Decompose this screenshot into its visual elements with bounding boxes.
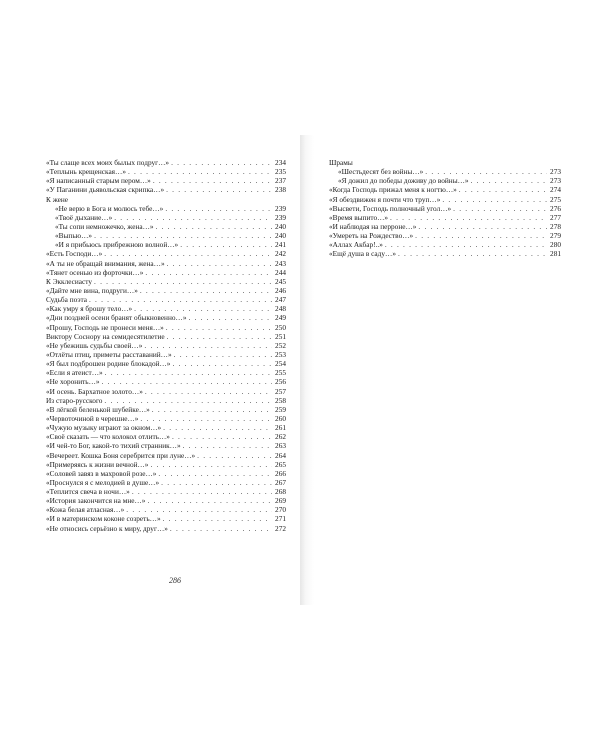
- toc-entry-title: «Ты сопи немножечко, жена…»: [55, 221, 154, 231]
- toc-dot-leader: [197, 451, 272, 460]
- toc-entry-page: 264: [275, 450, 286, 460]
- toc-entry-title: «Кожа белая атласная…»: [46, 505, 125, 515]
- toc-dot-leader: [105, 368, 272, 377]
- toc-dot-leader: [153, 176, 272, 185]
- toc-entry-page: 248: [275, 304, 286, 314]
- toc-entry-page: 268: [275, 487, 286, 497]
- toc-entry-page: 271: [275, 514, 286, 524]
- toc-entry: [329, 213, 561, 222]
- toc-dot-leader: [166, 185, 272, 194]
- toc-entry-title: Судьба поэта: [46, 295, 87, 305]
- toc-entry-title: «Если я атеист…»: [46, 368, 103, 378]
- toc-entry: [46, 460, 286, 469]
- toc-entry-title: К Экклесиасту: [46, 276, 93, 286]
- toc-entry-page: 261: [275, 423, 286, 433]
- toc-dot-leader: [166, 323, 272, 332]
- toc-entry-title: «Как умру я брошу тело…»: [46, 304, 133, 314]
- toc-dot-leader: [132, 487, 272, 496]
- toc-dot-leader: [172, 432, 272, 441]
- toc-entry-page: 273: [550, 167, 561, 177]
- toc-dot-leader: [145, 268, 272, 277]
- toc-entry: [46, 359, 286, 368]
- toc-entry-page: 267: [275, 477, 286, 487]
- toc-entry-title: «У Паганини дьявольская скрипка…»: [46, 185, 165, 195]
- toc-dot-leader: [171, 158, 272, 167]
- toc-entry: [46, 313, 286, 322]
- toc-dot-leader: [158, 469, 272, 478]
- toc-dot-leader: [459, 185, 547, 194]
- toc-entry-page: 257: [275, 386, 286, 396]
- toc-entry-page: 245: [275, 276, 286, 286]
- page-number: 286: [169, 576, 181, 585]
- toc-dot-leader: [102, 377, 272, 386]
- toc-entry-page: 263: [275, 441, 286, 451]
- toc-entry-title: «Червоточиной в черешне…»: [46, 413, 139, 423]
- toc-entry-page: 243: [275, 258, 286, 268]
- toc-entry-page: 241: [275, 240, 286, 250]
- toc-dot-leader: [140, 286, 272, 295]
- toc-dot-leader: [126, 505, 272, 514]
- toc-entry-title: «Когда Господь прижал меня к ногтю…»: [329, 185, 457, 195]
- toc-entry-title: «И осень. Бархатное золото…»: [46, 386, 143, 396]
- toc-entry: [46, 240, 286, 249]
- toc-entry-page: 258: [275, 395, 286, 405]
- toc-entry-title: «В лёгкой беленькой шубейке…»: [46, 404, 150, 414]
- toc-dot-leader: [167, 332, 272, 341]
- toc-entry: [46, 487, 286, 496]
- toc-entry-page: 255: [275, 368, 286, 378]
- toc-entry-page: 270: [275, 505, 286, 515]
- toc-entry-title: «Тянет осенью из форточки…»: [46, 267, 144, 277]
- toc-entry: [329, 231, 561, 240]
- toc-dot-leader: [418, 222, 547, 231]
- toc-entry: [46, 396, 286, 405]
- toc-entry: [46, 332, 286, 341]
- toc-entry-page: 246: [275, 285, 286, 295]
- toc-entry-title: Из старо-русского: [46, 395, 103, 405]
- toc-entry-title: «Не верю в Бога и молюсь тебе…»: [55, 203, 164, 213]
- toc-entry: [46, 323, 286, 332]
- toc-entry-title: «И наблюдая на перроне…»: [329, 221, 417, 231]
- toc-entry-page: 266: [275, 468, 286, 478]
- toc-entry: [46, 249, 286, 258]
- toc-entry: [46, 259, 286, 268]
- toc-entry-page: 259: [275, 404, 286, 414]
- toc-entry-page: 249: [275, 313, 286, 323]
- toc-entry-title: «Я был подброшен родине блокадой…»: [46, 359, 171, 369]
- toc-entry-page: 281: [550, 249, 561, 259]
- toc-entry-page: 235: [275, 167, 286, 177]
- toc-entry-title: «Дни поздней осени бранят обыкновенно…»: [46, 313, 187, 323]
- toc-dot-leader: [114, 213, 272, 222]
- toc-entry-title: «Шестьдесят без войны…»: [338, 167, 424, 177]
- toc-entry-title: Виктору Соснору на семидесятилетие: [46, 331, 165, 341]
- toc-dot-leader: [94, 231, 272, 240]
- toc-entry-page: 280: [550, 240, 561, 250]
- toc-dot-leader: [145, 387, 272, 396]
- toc-entry-page: 237: [275, 176, 286, 186]
- toc-entry-page: 276: [550, 203, 561, 213]
- toc-dot-leader: [183, 441, 272, 450]
- toc-entry-title: «Выпью…»: [55, 231, 93, 241]
- toc-entry-title: «А ты не обращай внимания, жена…»: [46, 258, 165, 268]
- toc-entry-title: «Не хоронить…»: [46, 377, 100, 387]
- toc-entry-title: «Высвети, Господь полночный угол…»: [329, 203, 452, 213]
- toc-entry-title: «Отлёты птиц, приметы расставаний…»: [46, 349, 172, 359]
- toc-entry-title: «Умереть на Рождество…»: [329, 231, 414, 241]
- toc-entry-title: «Теплится свеча в ночи…»: [46, 487, 130, 497]
- toc-entry: [329, 195, 561, 204]
- toc-entry-page: 260: [275, 413, 286, 423]
- toc-section-heading: Шрамы: [329, 158, 353, 167]
- toc-entry-page: 254: [275, 359, 286, 369]
- toc-dot-leader: [425, 167, 547, 176]
- toc-entry: [46, 204, 286, 213]
- toc-entry: [329, 249, 561, 258]
- toc-entry-title: «Своё сказать — что колокол отлить…»: [46, 432, 170, 442]
- toc-dot-leader: [134, 304, 272, 313]
- toc-entry-title: «Теплынь крещенская…»: [46, 167, 126, 177]
- toc-entry-title: «Я обездвижен я почти что труп…»: [329, 194, 441, 204]
- toc-entry: [46, 341, 286, 350]
- toc-dot-leader: [180, 240, 272, 249]
- toc-entry-title: «Я дожил до победы доживу до войны…»: [338, 176, 469, 186]
- toc-entry: [46, 350, 286, 359]
- toc-entry-page: 240: [275, 231, 286, 241]
- toc-entry: [46, 185, 286, 194]
- toc-entry-title: «И в материнском коконе созреть…»: [46, 514, 161, 524]
- toc-dot-leader: [398, 249, 547, 258]
- toc-entry: [46, 286, 286, 295]
- toc-dot-leader: [150, 460, 272, 469]
- toc-entry-page: 256: [275, 377, 286, 387]
- toc-dot-leader: [161, 478, 272, 487]
- toc-entry-page: 250: [275, 322, 286, 332]
- toc-dot-leader: [415, 231, 547, 240]
- toc-entry-page: 242: [275, 249, 286, 259]
- toc-entry-page: 251: [275, 331, 286, 341]
- toc-entry-page: 279: [550, 231, 561, 241]
- toc-entry-title: «Не относись серьёзно к миру, друг…»: [46, 523, 168, 533]
- toc-dot-leader: [167, 259, 272, 268]
- toc-dot-leader: [89, 295, 272, 304]
- toc-dot-leader: [156, 222, 272, 231]
- toc-entry-title: «Есть Господи…»: [46, 249, 103, 259]
- toc-dot-leader: [140, 414, 272, 423]
- toc-dot-leader: [128, 167, 272, 176]
- toc-entry: [46, 268, 286, 277]
- toc-entry-title: «Не убежишь судьбы своей…»: [46, 340, 143, 350]
- toc-entry: [46, 167, 286, 176]
- toc-entry: [329, 167, 561, 176]
- toc-entry-title: «Время выпито…»: [329, 212, 389, 222]
- toc-entry-title: «Аллах Акбар!..»: [329, 240, 383, 250]
- toc-entry: [46, 505, 286, 514]
- toc-dot-leader: [442, 195, 547, 204]
- toc-entry: [46, 423, 286, 432]
- toc-dot-leader: [471, 176, 547, 185]
- toc-dot-leader: [172, 359, 272, 368]
- toc-entry-title: «Ты слаще всех моих былых подруг…»: [46, 158, 170, 167]
- toc-dot-leader: [163, 423, 272, 432]
- toc-entry-page: 278: [550, 221, 561, 231]
- toc-dot-leader: [152, 405, 272, 414]
- toc-entry-page: 277: [550, 212, 561, 222]
- toc-entry-page: 239: [275, 203, 286, 213]
- toc-dot-leader: [453, 204, 547, 213]
- toc-entry-page: 275: [550, 194, 561, 204]
- toc-entry-page: 253: [275, 349, 286, 359]
- book-gutter: [300, 135, 314, 605]
- toc-entry-title: «Примеряясь к жизни вечной…»: [46, 459, 149, 469]
- toc-section-heading: К жене: [46, 194, 69, 204]
- toc-entry-title: «И я прибьюсь прибрежною волной…»: [55, 240, 179, 250]
- toc-dot-leader: [385, 240, 547, 249]
- toc-entry: [46, 295, 286, 304]
- toc-entry: [46, 277, 286, 286]
- toc-entry-page: 273: [550, 176, 561, 186]
- toc-entry-page: 265: [275, 459, 286, 469]
- toc-entry: [46, 377, 286, 386]
- toc-dot-leader: [163, 514, 272, 523]
- toc-entry: [46, 441, 286, 450]
- toc-entry: [46, 469, 286, 478]
- toc-entry-page: 262: [275, 432, 286, 442]
- toc-entry: [46, 496, 286, 505]
- toc-entry-page: 269: [275, 496, 286, 506]
- right-page-toc: [329, 158, 561, 259]
- toc-dot-leader: [165, 204, 272, 213]
- toc-entry-page: 244: [275, 267, 286, 277]
- toc-entry-title: «Я написанный старым пером…»: [46, 176, 151, 186]
- toc-entry-page: 272: [275, 523, 286, 533]
- toc-entry: [46, 514, 286, 523]
- toc-entry: [46, 414, 286, 423]
- toc-entry-page: 240: [275, 221, 286, 231]
- toc-entry: [46, 222, 286, 231]
- toc-dot-leader: [104, 249, 272, 258]
- toc-entry-page: 252: [275, 340, 286, 350]
- toc-entry-page: 274: [550, 185, 561, 195]
- toc-entry-title: «История закончится на мне…»: [46, 496, 146, 506]
- toc-entry: [46, 451, 286, 460]
- toc-dot-leader: [188, 313, 272, 322]
- left-page-toc: [46, 158, 286, 533]
- toc-entry: [46, 213, 286, 222]
- toc-entry-title: «Чужую музыку играют за окном…»: [46, 423, 162, 433]
- toc-entry: [46, 158, 286, 167]
- toc-entry-title: «Вечереет. Кошка Боня серебрится при луне…»: [46, 450, 196, 460]
- toc-entry-page: 239: [275, 212, 286, 222]
- toc-entry: [329, 222, 561, 231]
- toc-entry: [329, 204, 561, 213]
- toc-dot-leader: [170, 524, 272, 533]
- toc-dot-leader: [174, 350, 272, 359]
- toc-entry: [46, 405, 286, 414]
- toc-entry: [46, 176, 286, 185]
- toc-entry-title: «Дайте мне вина, подруги…»: [46, 285, 138, 295]
- toc-dot-leader: [390, 213, 547, 222]
- toc-entry: [46, 304, 286, 313]
- toc-entry: [46, 231, 286, 240]
- toc-entry-title: «Ещё душа в саду…»: [329, 249, 396, 259]
- toc-entry-title: «И чей-то Бог, какой-то тихий странник…»: [46, 441, 181, 451]
- toc-entry: [46, 387, 286, 396]
- toc-entry-page: 247: [275, 295, 286, 305]
- toc-entry: [329, 240, 561, 249]
- toc-entry-title: «Соловей завяз в махровой розе…»: [46, 468, 157, 478]
- toc-entry: [329, 176, 561, 185]
- toc-entry-title: «Проснулся я с мелодией в душе…»: [46, 477, 160, 487]
- toc-dot-leader: [104, 396, 272, 405]
- toc-entry: [46, 524, 286, 533]
- toc-entry: [46, 368, 286, 377]
- toc-entry-title: «Твоё дыхание…»: [55, 212, 113, 222]
- toc-dot-leader: [94, 277, 272, 286]
- toc-entry-page: 234: [275, 158, 286, 167]
- toc-dot-leader: [147, 496, 272, 505]
- toc-entry: [329, 185, 561, 194]
- toc-entry-page: 238: [275, 185, 286, 195]
- toc-entry: [46, 432, 286, 441]
- toc-dot-leader: [144, 341, 272, 350]
- toc-entry: [46, 478, 286, 487]
- toc-entry-title: «Прошу, Господь не пронеси меня…»: [46, 322, 164, 332]
